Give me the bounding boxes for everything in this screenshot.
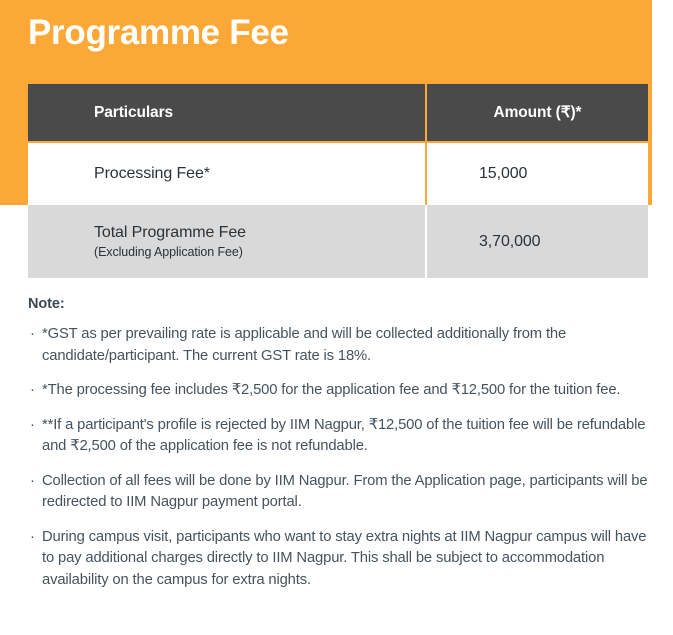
cell-particulars [28,142,426,205]
page-title: Programme Fee [28,13,289,52]
note-list-item [28,380,650,402]
table-header [28,84,648,142]
bullet-icon: · [30,472,35,489]
column-header-amount: Amount (₹)* [426,84,648,142]
notes-heading: Note: [28,296,65,312]
note-list-item [28,415,650,458]
table-row [28,142,648,205]
note-text: Collection of all fees will be done by IIM Nagpur. From the Application page, participants will be redirected to IIM Nagpur payment portal. [42,472,648,510]
note-list-item [28,527,650,592]
note-text: *GST as per prevailing rate is applicable and will be collected additionally from the candidate/participant. The current GST rate is 18%. [42,326,567,364]
cell-amount: 15,000 [426,142,648,205]
note-text: *The processing fee includes ₹2,500 for the application fee and ₹12,500 for the tuition fee. [42,382,621,398]
cell-particulars-title: Total Programme Fee [94,223,246,241]
bullet-icon: · [30,382,35,398]
note-text: **If a participant's profile is rejected by IIM Nagpur, ₹12,500 of the tuition fee will be refundable and ₹2,500 of the application fee is not refundable. [42,416,646,454]
column-header-particulars: Particulars [28,84,426,142]
table-body [28,142,648,278]
cell-amount: 3,70,000 [426,205,648,278]
cell-particulars-title: Processing Fee* [94,165,210,182]
notes-section [28,296,650,591]
cell-particulars [28,205,426,278]
table-header-row [28,84,648,142]
programme-fee-table [28,84,648,278]
table-row [28,205,648,278]
note-list-item [28,324,650,367]
cell-particulars-subtitle: (Excluding Application Fee) [94,244,243,259]
bullet-icon: · [30,416,35,433]
note-text: During campus visit, participants who want to stay extra nights at IIM Nagpur campus will have to pay additional charges directly to IIM Nagpur. This shall be subject to accommodation availability on the campus for extra nights. [42,528,647,588]
bullet-icon: · [30,528,35,545]
note-list-item [28,471,650,514]
bullet-icon: · [30,326,35,342]
